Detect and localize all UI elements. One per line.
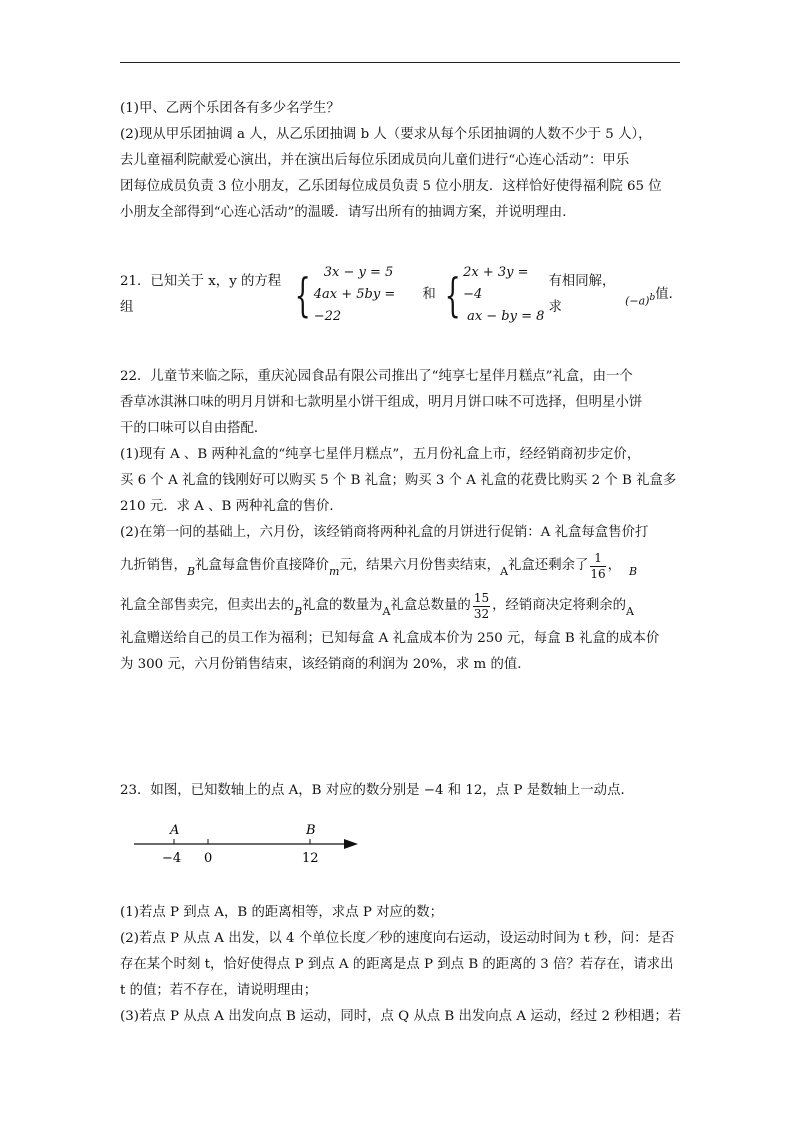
number-line-figure (130, 814, 370, 874)
tick-label-neg4: −4 (162, 851, 182, 866)
q23-part3-line1: (3)若点 P 从点 A 出发向点 B 运动，同时，点 Q 从点 B 出发向点 A 运动，经过 2 秒相遇；若 (120, 1009, 682, 1024)
document-body (120, 96, 682, 1030)
fraction-1-16: $\frac{1}{16}$ (590, 550, 606, 581)
left-brace-icon: { (295, 268, 312, 322)
point-label-A: A (170, 823, 180, 838)
fraction-15-32: $\frac{15}{32}$ (473, 590, 490, 621)
sys1-equation-2: 4ax + 5by = −22 (313, 287, 396, 324)
sys2-equation-1: 2x + 3y = −4 (463, 265, 529, 302)
q20-part1: (1)甲、乙两个乐团各有多少名学生？ (120, 101, 340, 116)
q22-line2: 香草冰淇淋口味的明月月饼和七款明星小饼干组成，明月月饼口味不可选择，但明星小饼 (120, 395, 643, 410)
equation-system-1 (288, 262, 420, 328)
q22-part1-line3: 210 元．求 A 、B 两种礼盒的售价． (120, 499, 343, 514)
q21 (120, 266, 682, 324)
q21-expression: $(-a)^b$ (625, 293, 656, 308)
q20-part2-line1: (2)现从甲乐团抽调 a 人，从乙乐团抽调 b 人（要求从每个乐团抽调的人数不少于 5 人）， (120, 127, 652, 142)
sys1-equation-1: 3x − y = 5 (323, 265, 394, 280)
q22-line1: 22．儿童节来临之际，重庆沁园食品有限公司推出了“纯享七星伴月糕点”礼盒，由一个 (120, 369, 633, 384)
header-rule (120, 62, 680, 63)
q21-suffix-b: 值． (655, 287, 682, 302)
q22-part1-line2: 买 6 个 A 礼盒的钱刚好可以购买 5 个 B 礼盒；购买 3 个 A 礼盒的花费比购买 2 个 B 礼盒多 (120, 473, 677, 488)
arrow-right-icon (344, 839, 358, 849)
q20-part2-line2: 去儿童福利院献爱心演出，并在演出后每位乐团成员向儿童们进行“心连心活动”：甲乐 (120, 153, 630, 168)
q21-suffix-a: 有相同解，求 (548, 274, 616, 315)
q23-part2-line3: t 的值；若不存在，请说明理由； (120, 983, 318, 998)
q22-part2-line2: 九折销售， B 礼盒每盒售价直接降价 m 元，结果六月份售卖结束， A 礼盒还剩余了 $\frac{1}{16}$ ， B (120, 550, 638, 581)
equation-system-2 (438, 262, 547, 328)
q22-part2-line5: 为 300 元，六月份销售结束，该经销商的利润为 20%，求 m 的值． (120, 657, 531, 672)
q23-part2-line2: 存在某个时刻 t，恰好使得点 P 到点 A 的距离是点 P 到点 B 的距离的 3 倍？若存在，请求出 (120, 957, 674, 972)
q20-part2-line4: 小朋友全部得到“心连心活动”的温暖．请写出所有的抽调方案，并说明理由． (120, 205, 576, 220)
tick-label-0: 0 (204, 851, 213, 866)
q21-prefix: 21．已知关于 x，y 的方程组 (120, 274, 282, 315)
q23-line1: 23．如图，已知数轴上的点 A，B 对应的数分别是 −4 和 12，点 P 是数轴上一动点． (120, 783, 634, 798)
q20-part2-line3: 团每位成员负责 3 位小朋友，乙乐团每位成员负责 5 位小朋友．这样恰好使得福利院 65 位 (120, 179, 662, 194)
q21-and: 和 (422, 287, 436, 302)
left-brace-icon: { (444, 268, 461, 322)
q22-part2-line3: 礼盒全部售卖完，但卖出去的 B 礼盒的数量为 A 礼盒总数量的 $\frac{15}{32}$ ，经销商决定将剩余的 A (120, 590, 634, 621)
q23-part1: (1)若点 P 到点 A，B 的距离相等，求点 P 对应的数； (120, 905, 444, 920)
tick-label-12: 12 (302, 851, 319, 866)
q22-part2-line4: 礼盒赠送给自己的员工作为福利；已知每盒 A 礼盒成本价为 250 元，每盒 B 礼盒的成本价 (120, 631, 660, 646)
q22-line3: 干的口味可以自由搭配． (120, 421, 268, 436)
sys2-equation-2: ax − by = 8 (467, 309, 545, 324)
point-label-B: B (306, 823, 316, 838)
q23-part2-line1: (2)若点 P 从点 A 出发，以 4 个单位长度／秒的速度向右运动，设运动时间为 t 秒，问：是否 (120, 931, 675, 946)
q22-part1-line1: (1)现有 A 、B 两种礼盒的“纯享七星伴月糕点”，五月份礼盒上市，经经销商初步定价， (120, 447, 641, 462)
q22-part2-line1: (2)在第一问的基础上，六月份，该经销商将两种礼盒的月饼进行促销：A 礼盒每盒售价打 (120, 525, 649, 540)
